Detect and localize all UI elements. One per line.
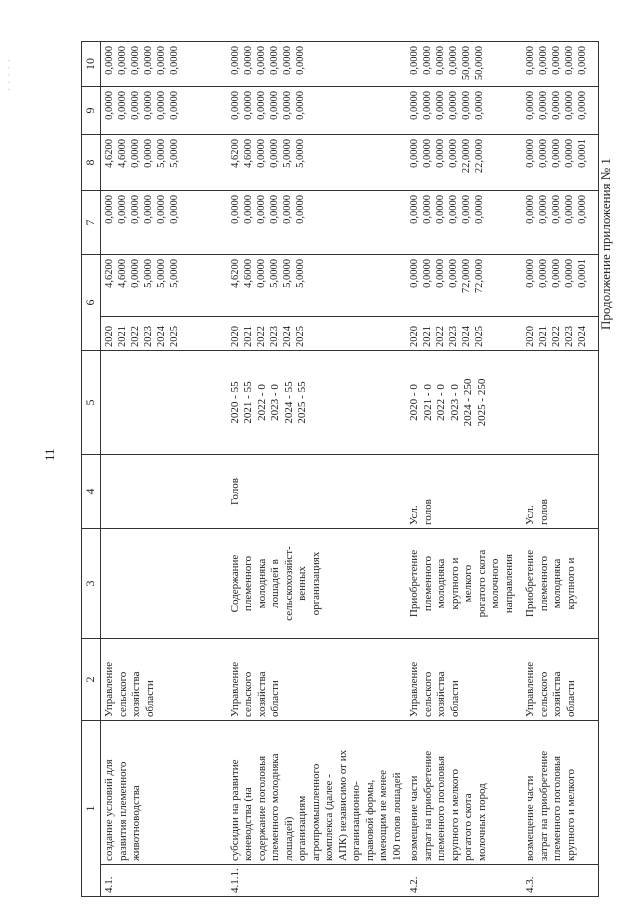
- header-cell: 8: [82, 135, 101, 191]
- col10-values: 0,0000 0,0000 0,0000 0,0000 0,0000 0,0000: [227, 42, 407, 87]
- event-name: возмещение части затрат на приобретение племенного поголовья крупного и мелкого: [522, 721, 598, 865]
- col9-values: 0,0000 0,0000 0,0000 0,0000 0,0000 0,0000: [227, 87, 407, 135]
- activity: Содержание племенного молодняка лошадей в сельскохозяйст- венных организациях: [227, 529, 407, 639]
- activity: Приобретение племенного молодняка крупного и: [522, 529, 598, 639]
- executor: Управление сельского хозяйства области: [406, 639, 522, 721]
- activity: [101, 529, 227, 639]
- page-number: 11: [42, 448, 57, 461]
- col7-values: 0,0000 0,0000 0,0000 0,0000 0,0000 0,0000: [101, 191, 227, 255]
- col10-values: 0,0000 0,0000 0,0000 0,0000 0,0000 0,0000: [101, 42, 227, 87]
- col6-values: 0,0000 0,0000 0,0000 0,0000 0,0001: [522, 255, 598, 317]
- event-name: субсидии на развитие коневодства (на содержание поголовья племенного молодняка лошадей) организациям агропромышленного комплекса (далее - АПК) независимо от их организационно- правовой формы, имеющим не менее 100 голов лошадей: [227, 721, 407, 865]
- col9-values: 0,0000 0,0000 0,0000 0,0000 0,0000 0,0000: [406, 87, 522, 135]
- executor: Управление сельского хозяйства области: [101, 639, 227, 721]
- header-cell: 7: [82, 191, 101, 255]
- col7-values: 0,0000 0,0000 0,0000 0,0000 0,0000: [522, 191, 598, 255]
- row-number: 4.1.1.: [227, 865, 407, 897]
- table-row: [101, 42, 227, 897]
- header-cell: 3: [82, 529, 101, 639]
- executor: Управление сельского хозяйства области: [227, 639, 407, 721]
- years: 2020 2021 2022 2023 2024 2025: [406, 317, 522, 351]
- col8-values: 0,0000 0,0000 0,0000 0,0000 0,0001: [522, 135, 598, 191]
- activity: Приобретение племенного молодняка крупного и мелкого рогатого скота молочного направления: [406, 529, 522, 639]
- event-name: возмещение части затрат на приобретение племенного поголовья крупного и мелкого рогатого скота молочных пород: [406, 721, 522, 865]
- row-number: 4.1.: [101, 865, 227, 897]
- program-table: [81, 41, 599, 897]
- col9-values: 0,0000 0,0000 0,0000 0,0000 0,0000: [522, 87, 598, 135]
- continuation-caption: Продолжение приложения № 1: [598, 158, 613, 330]
- header-cell: 6: [82, 255, 101, 351]
- col10-values: 0,0000 0,0000 0,0000 0,0000 50,0000 50,0000: [406, 42, 522, 87]
- col6-values: 4,6200 4,6000 0,0000 5,0000 5,0000 5,0000: [227, 255, 407, 317]
- col8-values: 4,6200 4,6000 0,0000 0,0000 5,0000 5,0000: [101, 135, 227, 191]
- indicator: 2020 - 55 2021 - 55 2022 - 0 2023 - 0 2024 - 55 2025 - 55: [227, 351, 407, 455]
- unit: [101, 455, 227, 529]
- indicator: [101, 351, 227, 455]
- years: 2020 2021 2022 2023 2024: [522, 317, 598, 351]
- col7-values: 0,0000 0,0000 0,0000 0,0000 0,0000 0,0000: [406, 191, 522, 255]
- header-cell: 10: [82, 42, 101, 87]
- header-row: [82, 42, 101, 897]
- years: 2020 2021 2022 2023 2024 2025: [227, 317, 407, 351]
- header-cell: 4: [82, 455, 101, 529]
- col9-values: 0,0000 0,0000 0,0000 0,0000 0,0000 0,0000: [101, 87, 227, 135]
- margin-marks: · · · · ·: [4, 58, 14, 91]
- col8-values: 4,6200 4,6000 0,0000 0,0000 5,0000 5,0000: [227, 135, 407, 191]
- unit: Голов: [227, 455, 407, 529]
- event-name: создание условий для развития племенного животноводства: [101, 721, 227, 865]
- row-number: 4.2.: [406, 865, 522, 897]
- header-cell: 2: [82, 639, 101, 721]
- table-row: [406, 42, 522, 897]
- header-cell: 1: [82, 721, 101, 897]
- unit: Усл. голов: [522, 455, 598, 529]
- table-row: [522, 42, 598, 897]
- executor: Управление сельского хозяйства области: [522, 639, 598, 721]
- col6-values: 4,6200 4,6000 0,0000 5,0000 5,0000 5,0000: [101, 255, 227, 317]
- header-cell: 9: [82, 87, 101, 135]
- table-row: [227, 42, 407, 897]
- indicator: [522, 351, 598, 455]
- col8-values: 0,0000 0,0000 0,0000 0,0000 22,0000 22,0000: [406, 135, 522, 191]
- col6-values: 0,0000 0,0000 0,0000 0,0000 72,0000 72,0000: [406, 255, 522, 317]
- col10-values: 0,0000 0,0000 0,0000 0,0000 0,0000: [522, 42, 598, 87]
- indicator: 2020 - 0 2021 - 0 2022 - 0 2023 - 0 2024 - 250 2025 - 250: [406, 351, 522, 455]
- row-number: 4.3.: [522, 865, 598, 897]
- years: 2020 2021 2022 2023 2024 2025: [101, 317, 227, 351]
- col7-values: 0,0000 0,0000 0,0000 0,0000 0,0000 0,0000: [227, 191, 407, 255]
- header-cell: 5: [82, 351, 101, 455]
- unit: Усл. голов: [406, 455, 522, 529]
